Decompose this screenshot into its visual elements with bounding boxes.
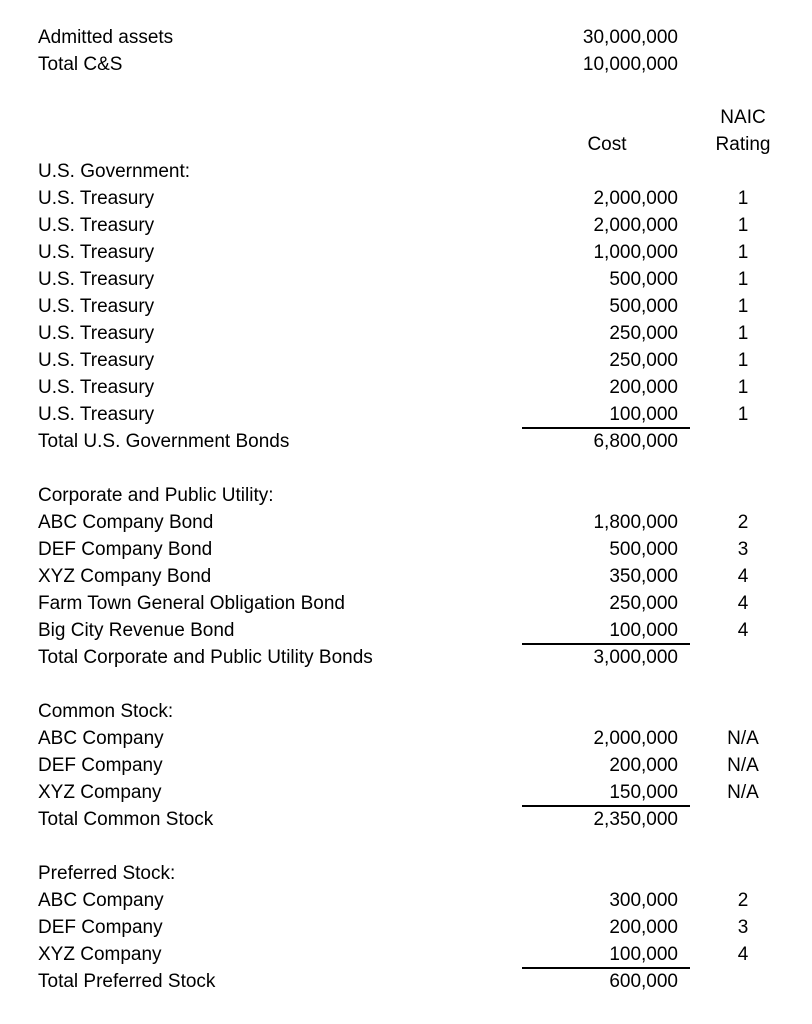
holding-rating: 2 [737,512,749,533]
holding-rating: 1 [737,188,749,209]
holding-rating: 3 [737,539,749,560]
section-title-text: Common Stock: [38,701,174,722]
table-row [0,617,812,644]
holding-label: U.S. Treasury [38,215,155,236]
holding-rating: 1 [737,242,749,263]
table-row [0,347,812,374]
table-row [0,590,812,617]
holding-rating: 1 [737,296,749,317]
section-title [0,482,812,509]
holding-label: Big City Revenue Bond [38,620,235,641]
holding-cost: 500,000 [609,269,678,290]
summary-label: Admitted assets [38,27,174,48]
holding-label: ABC Company [38,728,164,749]
table-row [0,779,812,806]
holding-rating: 1 [737,404,749,425]
summary-value: 10,000,000 [582,54,678,75]
table-row [0,374,812,401]
holding-cost: 1,800,000 [593,512,678,533]
table-row [0,266,812,293]
table-row [0,887,812,914]
section-title-text: Preferred Stock: [38,863,176,884]
holding-cost: 200,000 [609,377,678,398]
holding-label: U.S. Treasury [38,323,155,344]
holding-rating: N/A [727,782,759,803]
total-row [0,806,812,833]
holding-cost: 500,000 [609,296,678,317]
table-row [0,401,812,428]
cost-header: Cost [587,134,627,155]
table-row [0,239,812,266]
table-row [0,941,812,968]
holding-label: U.S. Treasury [38,350,155,371]
holding-cost: 2,000,000 [593,728,678,749]
table-row [0,752,812,779]
holding-cost: 2,000,000 [593,215,678,236]
holding-label: XYZ Company Bond [38,566,212,587]
holding-label: U.S. Treasury [38,269,155,290]
summary-label: Total C&S [38,54,123,75]
table-row [0,212,812,239]
section-title [0,860,812,887]
holding-rating: 1 [737,377,749,398]
holding-rating: 3 [737,917,749,938]
holding-cost: 100,000 [609,944,678,965]
holding-cost: 500,000 [609,539,678,560]
total-label: Total Corporate and Public Utility Bonds [38,647,373,668]
summary-row [0,51,812,78]
holding-rating: 4 [737,566,749,587]
total-row [0,644,812,671]
holding-rating: 1 [737,269,749,290]
total-value: 2,350,000 [593,809,678,830]
holding-rating: 2 [737,890,749,911]
table-row [0,725,812,752]
holding-cost: 1,000,000 [593,242,678,263]
holding-rating: N/A [727,728,759,749]
holding-rating: 1 [737,350,749,371]
holding-cost: 250,000 [609,350,678,371]
total-value: 6,800,000 [593,431,678,452]
total-value: 600,000 [609,971,678,992]
table-row [0,536,812,563]
section-title [0,158,812,185]
naic-header-line2: Rating [715,134,771,155]
holding-label: U.S. Treasury [38,404,155,425]
holding-cost: 2,000,000 [593,188,678,209]
table-row [0,914,812,941]
holding-label: DEF Company [38,917,163,938]
total-row [0,968,812,995]
holding-cost: 100,000 [609,404,678,425]
holding-cost: 300,000 [609,890,678,911]
table-row [0,320,812,347]
holding-cost: 250,000 [609,593,678,614]
holding-rating: 1 [737,215,749,236]
holding-cost: 350,000 [609,566,678,587]
holding-label: DEF Company [38,755,163,776]
holding-rating: 1 [737,323,749,344]
holding-rating: N/A [727,755,759,776]
holding-cost: 200,000 [609,755,678,776]
holding-cost: 100,000 [609,620,678,641]
holding-label: DEF Company Bond [38,539,213,560]
holding-label: U.S. Treasury [38,377,155,398]
holding-label: U.S. Treasury [38,296,155,317]
holding-cost: 150,000 [609,782,678,803]
holding-cost: 200,000 [609,917,678,938]
holding-label: U.S. Treasury [38,242,155,263]
naic-header-line1: NAIC [720,107,766,128]
table-row [0,185,812,212]
total-label: Total Common Stock [38,809,214,830]
total-label: Total U.S. Government Bonds [38,431,290,452]
holding-rating: 4 [737,944,749,965]
summary-row [0,24,812,51]
total-label: Total Preferred Stock [38,971,216,992]
holding-label: U.S. Treasury [38,188,155,209]
holding-cost: 250,000 [609,323,678,344]
summary-value: 30,000,000 [582,27,678,48]
section-title [0,698,812,725]
holding-rating: 4 [737,593,749,614]
total-value: 3,000,000 [593,647,678,668]
section-title-text: U.S. Government: [38,161,191,182]
holding-label: ABC Company [38,890,164,911]
holding-label: ABC Company Bond [38,512,214,533]
section-title-text: Corporate and Public Utility: [38,485,274,506]
table-row [0,293,812,320]
holding-label: XYZ Company [38,782,162,803]
total-row [0,428,812,455]
holding-label: XYZ Company [38,944,162,965]
table-row [0,563,812,590]
holding-label: Farm Town General Obligation Bond [38,593,345,614]
holding-rating: 4 [737,620,749,641]
table-row [0,509,812,536]
